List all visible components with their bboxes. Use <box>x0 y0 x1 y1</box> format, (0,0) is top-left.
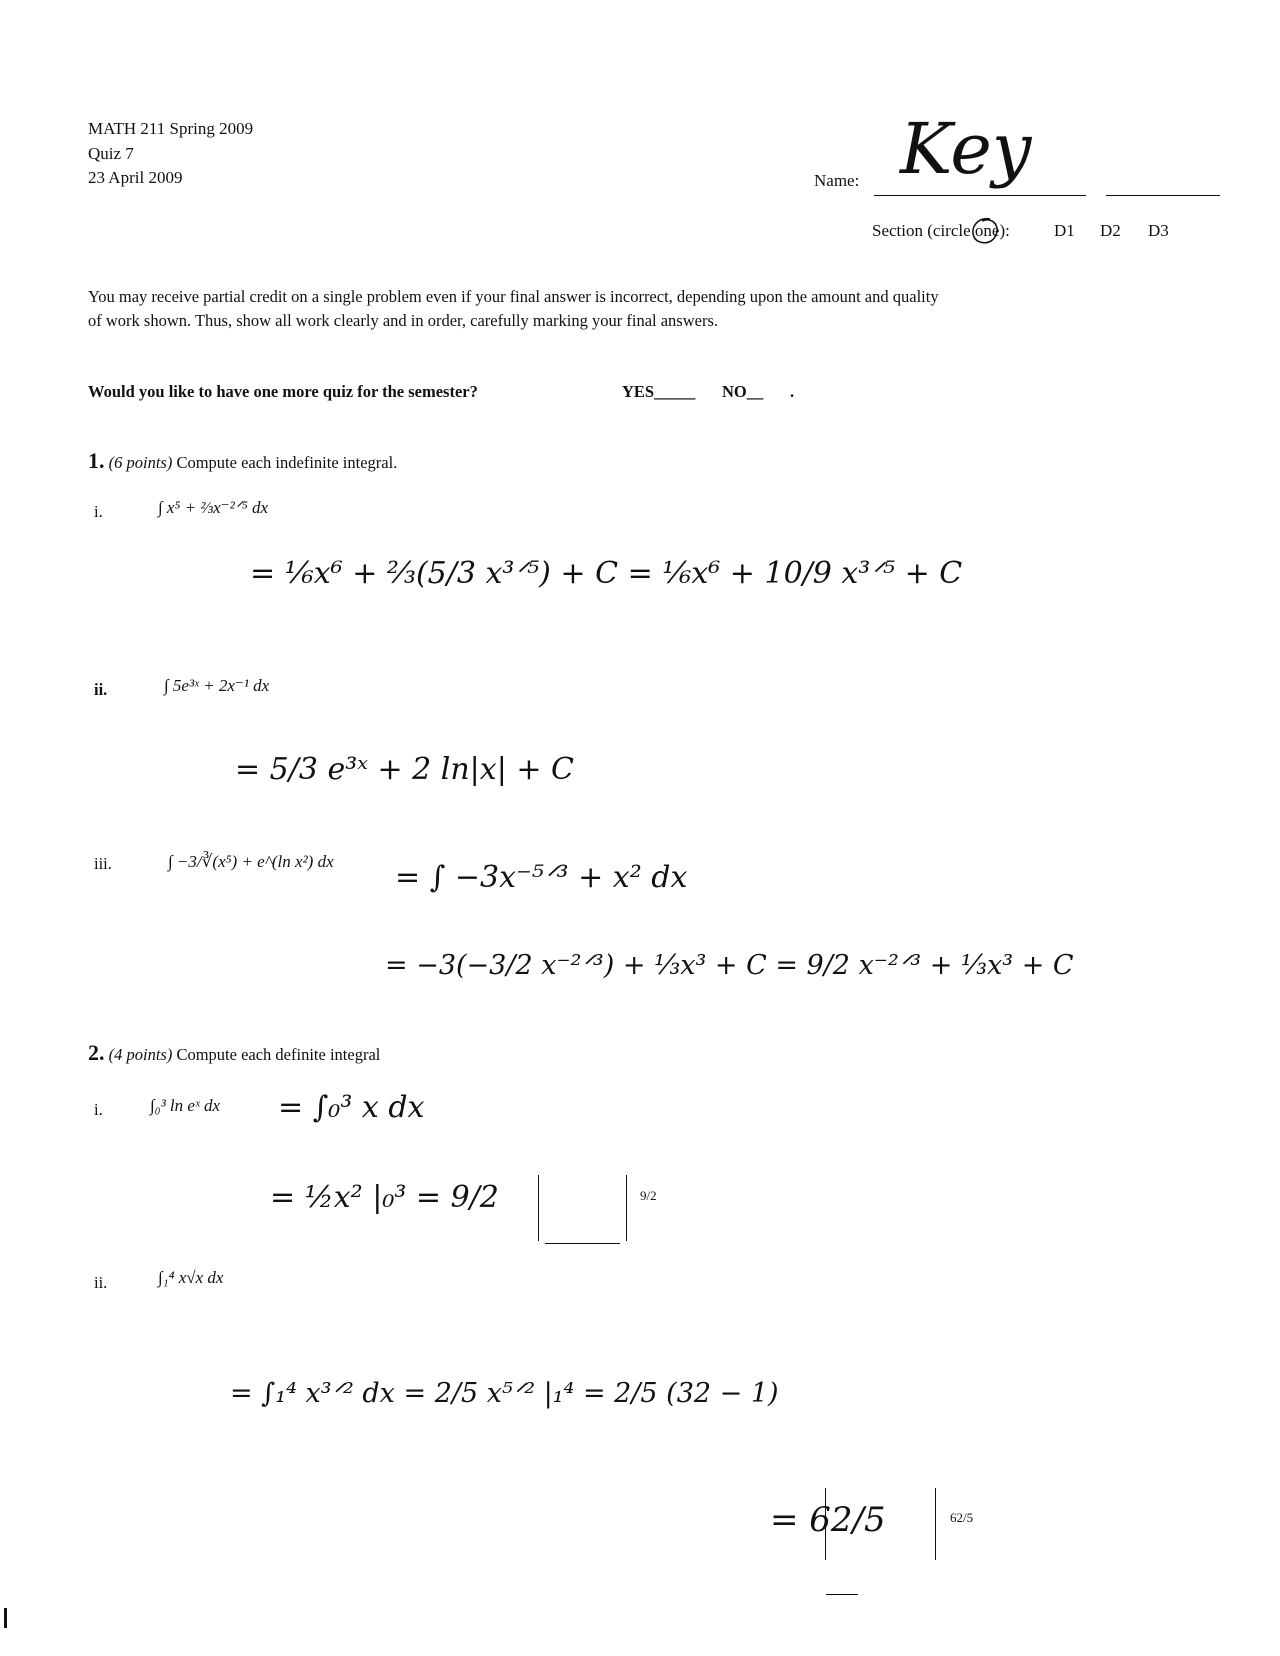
name-label: Name: <box>814 171 860 190</box>
survey-yes[interactable]: YES_____ <box>622 382 696 401</box>
problem-1-part-ii-integral: ∫ 5e³ˣ + 2x⁻¹ dx <box>164 676 270 695</box>
answer-box-right <box>626 1175 627 1241</box>
problem-1-part-i-integral: ∫ x⁵ + ⅔x⁻²ᐟ⁵ dx <box>158 498 269 517</box>
section-option-d1[interactable]: D1 <box>1054 221 1075 240</box>
instructions-line-2: of work shown. Thus, show all work clearly and in order, carefully marking your final answers. <box>88 311 718 330</box>
section-option-d3[interactable]: D3 <box>1148 221 1169 240</box>
problem-2-text: Compute each definite integral <box>176 1045 381 1064</box>
quiz-date: 23 April 2009 <box>88 168 183 187</box>
quiz-number: Quiz 7 <box>88 144 134 163</box>
answer-box-bottom <box>545 1243 620 1244</box>
answer-box-2-left <box>825 1488 826 1560</box>
problem-2-part-ii-work-1: = ∫₁⁴ x³ᐟ² dx = 2/5 x⁵ᐟ² |₁⁴ = 2/5 (32 − 1) <box>230 1378 779 1409</box>
name-line-2 <box>1106 195 1220 196</box>
problem-1-part-iii-integral: ∫ −3/∛(x⁵) + e^(ln x²) dx <box>168 852 334 871</box>
problem-2-number: 2. <box>88 1040 105 1065</box>
problem-1-part-ii-work: = 5/3 e³ˣ + 2 ln|x| + C <box>235 752 574 787</box>
survey-no[interactable]: NO__ <box>722 382 764 401</box>
scan-mark <box>4 1608 7 1628</box>
problem-2-part-i-integral: ∫₀³ ln eˣ dx <box>150 1096 221 1115</box>
problem-1-number: 1. <box>88 448 105 473</box>
problem-1-text: Compute each indefinite integral. <box>176 453 398 472</box>
answer-box-2-right <box>935 1488 936 1560</box>
answer-box-left <box>538 1175 539 1241</box>
problem-2-heading <box>88 1040 380 1066</box>
section-option-d2[interactable]: D2 <box>1100 221 1121 240</box>
survey-end: . <box>790 382 795 401</box>
problem-1-part-iii-work-1: = ∫ −3x⁻⁵ᐟ³ + x² dx <box>395 860 688 895</box>
section-label: Section (circle one): <box>872 221 1010 240</box>
problem-2-part-i-answer: 9/2 <box>640 1188 657 1203</box>
problem-1-part-i-label: i. <box>94 502 103 521</box>
name-signature: Key <box>900 108 1032 190</box>
course-title: MATH 211 Spring 2009 <box>88 119 254 138</box>
instructions-line-1: You may receive partial credit on a single problem even if your final answer is incorrect, depending upon the amount and quality <box>88 287 939 306</box>
problem-2-part-i-label: i. <box>94 1100 103 1119</box>
problem-1-part-i-work: = ⅙x⁶ + ⅔(5/3 x³ᐟ⁵) + C = ⅙x⁶ + 10/9 x³ᐟ⁵ + C <box>250 556 963 591</box>
circle-mark-icon <box>960 215 1010 249</box>
problem-1-part-ii-label: ii. <box>94 680 108 699</box>
problem-2-points: (4 points) <box>108 1045 173 1064</box>
problem-2-part-i-work-2: = ½x² |₀³ = 9/2 <box>270 1180 499 1215</box>
answer-box-2-bottom <box>826 1594 858 1595</box>
problem-2-part-ii-integral: ∫₁⁴ x√x dx <box>158 1268 224 1287</box>
problem-2-part-ii-label: ii. <box>94 1273 108 1292</box>
survey-question: Would you like to have one more quiz for the semester? <box>88 382 478 401</box>
problem-2-part-ii-answer: 62/5 <box>950 1510 974 1525</box>
problem-2-part-ii-work-2: = 62/5 <box>770 1500 886 1540</box>
problem-1-part-iii-label: iii. <box>94 854 112 873</box>
name-line[interactable] <box>874 195 1086 196</box>
problem-2-part-i-work-1: = ∫₀³ x dx <box>278 1090 425 1125</box>
problem-1-part-iii-work-2: = −3(−3/2 x⁻²ᐟ³) + ⅓x³ + C = 9/2 x⁻²ᐟ³ + ⅓x³ + C <box>385 950 1074 981</box>
problem-1-heading <box>88 448 397 474</box>
problem-1-points: (6 points) <box>108 453 173 472</box>
